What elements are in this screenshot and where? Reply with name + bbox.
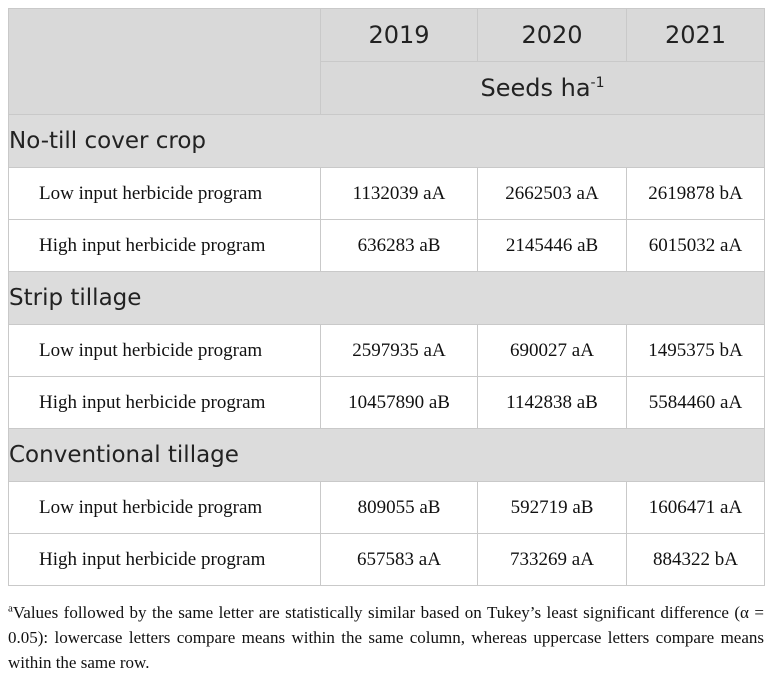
row-label: High input herbicide program bbox=[9, 377, 321, 429]
unit-header bbox=[321, 62, 765, 115]
table-cell: 636283 aB bbox=[321, 220, 478, 272]
table-cell: 2619878 bA bbox=[627, 168, 765, 220]
unit-exponent: -1 bbox=[590, 75, 605, 91]
table-cell: 6015032 aA bbox=[627, 220, 765, 272]
row-label: Low input herbicide program bbox=[9, 168, 321, 220]
table-cell: 690027 aA bbox=[478, 325, 627, 377]
table-cell: 809055 aB bbox=[321, 482, 478, 534]
table-cell: 1132039 aA bbox=[321, 168, 478, 220]
table-cell: 884322 bA bbox=[627, 534, 765, 586]
table-cell: 733269 aA bbox=[478, 534, 627, 586]
table-cell: 1606471 aA bbox=[627, 482, 765, 534]
year-header: 2021 bbox=[627, 9, 765, 62]
table-row bbox=[9, 482, 765, 534]
table-row bbox=[9, 220, 765, 272]
header-empty-cell bbox=[9, 9, 321, 115]
table-cell: 5584460 aA bbox=[627, 377, 765, 429]
section-title: No-till cover crop bbox=[9, 115, 765, 168]
data-table bbox=[8, 8, 765, 586]
table-row bbox=[9, 325, 765, 377]
row-label: High input herbicide program bbox=[9, 534, 321, 586]
footnote-marker: a bbox=[8, 602, 13, 615]
table-cell: 2145446 aB bbox=[478, 220, 627, 272]
table-footnote bbox=[8, 600, 764, 675]
row-label: Low input herbicide program bbox=[9, 482, 321, 534]
table-cell: 2597935 aA bbox=[321, 325, 478, 377]
section-title: Strip tillage bbox=[9, 272, 765, 325]
footnote-text: Values followed by the same letter are statistically similar based on Tukey’s least significant difference (α = 0.05): lowercase letters compare means within the same column, whereas uppercase letters compare means within the same row. bbox=[8, 603, 764, 672]
row-label: High input herbicide program bbox=[9, 220, 321, 272]
table-cell: 1495375 bA bbox=[627, 325, 765, 377]
year-header: 2019 bbox=[321, 9, 478, 62]
table-cell: 592719 aB bbox=[478, 482, 627, 534]
table-cell: 657583 aA bbox=[321, 534, 478, 586]
table-cell: 2662503 aA bbox=[478, 168, 627, 220]
table-cell: 1142838 aB bbox=[478, 377, 627, 429]
year-header: 2020 bbox=[478, 9, 627, 62]
section-title: Conventional tillage bbox=[9, 429, 765, 482]
unit-label: Seeds ha bbox=[480, 74, 591, 102]
row-label: Low input herbicide program bbox=[9, 325, 321, 377]
table-row bbox=[9, 377, 765, 429]
table-row bbox=[9, 168, 765, 220]
table-cell: 10457890 aB bbox=[321, 377, 478, 429]
table-row bbox=[9, 534, 765, 586]
